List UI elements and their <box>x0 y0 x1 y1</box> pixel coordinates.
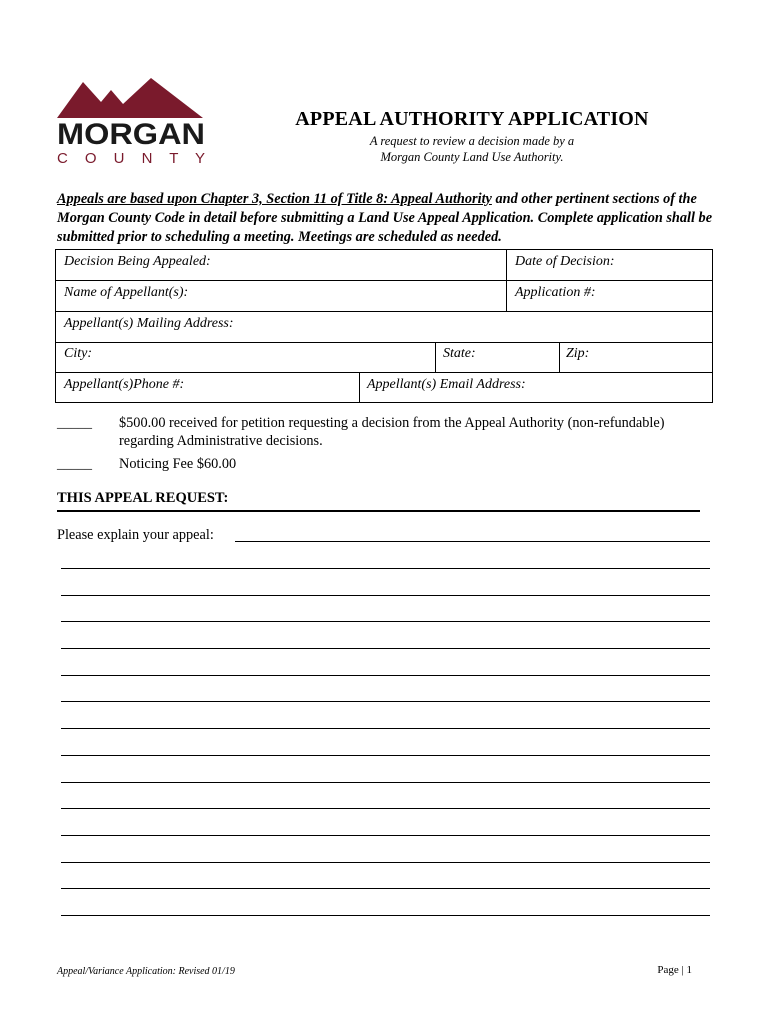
applicant-info-form <box>55 249 713 403</box>
noticing-fee-text: Noticing Fee $60.00 <box>119 456 237 472</box>
explanation-line[interactable] <box>61 888 710 889</box>
explanation-line[interactable] <box>61 862 710 863</box>
email-field[interactable]: Appellant(s) Email Address: <box>367 377 526 392</box>
mountain-logo-icon <box>55 74 207 166</box>
explanation-line[interactable] <box>61 728 710 729</box>
section-heading: THIS APPEAL REQUEST: <box>57 490 229 506</box>
fee-checkbox-blank[interactable]: _____ <box>57 416 92 431</box>
explanation-line[interactable] <box>61 568 710 569</box>
svg-text:MORGAN: MORGAN <box>57 118 205 151</box>
appellant-name-field[interactable]: Name of Appellant(s): <box>64 285 189 300</box>
phone-field[interactable]: Appellant(s)Phone #: <box>64 377 185 392</box>
explain-appeal-label: Please explain your appeal: <box>57 527 214 543</box>
explanation-line[interactable] <box>61 595 710 596</box>
footer-revision: Appeal/Variance Application: Revised 01/19 <box>57 966 235 977</box>
fee-500-text: $500.00 received for petition requesting a decision from the Appeal Authority (non-refundable) regarding Administrative decisions. <box>119 415 665 449</box>
explanation-line[interactable] <box>61 675 710 676</box>
explanation-line[interactable] <box>61 782 710 783</box>
explanation-line[interactable] <box>61 915 710 916</box>
svg-text:C O U N T Y: C O U N T Y <box>57 150 205 166</box>
state-field[interactable]: State: <box>443 346 476 361</box>
explanation-line[interactable] <box>61 621 710 622</box>
intro-paragraph <box>57 190 717 247</box>
code-reference-link[interactable]: Appeals are based upon Chapter 3, Section 11 of Title 8: Appeal Authority <box>57 191 492 207</box>
explanation-line[interactable] <box>61 701 710 702</box>
subtitle-line-2: Morgan County Land Use Authority. <box>380 150 564 164</box>
city-field[interactable]: City: <box>64 346 92 361</box>
explanation-line[interactable] <box>61 648 710 649</box>
explanation-line[interactable] <box>61 835 710 836</box>
explanation-line[interactable] <box>61 755 710 756</box>
page-number: Page | 1 <box>657 964 692 976</box>
explanation-line[interactable] <box>235 541 710 542</box>
section-divider <box>57 510 700 512</box>
subtitle-line-1: A request to review a decision made by a <box>369 134 575 148</box>
page-subtitle <box>250 133 694 165</box>
intro-text: and other pertinent sections of the Morgan County Code in detail before submitting a Land Use Appeal Application. Complete application shall be submitted prior to scheduling a meeting. Meetings are scheduled as needed. <box>57 191 713 245</box>
decision-being-appealed-field[interactable]: Decision Being Appealed: <box>64 254 211 269</box>
page-title: APPEAL AUTHORITY APPLICATION <box>295 108 649 130</box>
application-number-field[interactable]: Application #: <box>515 285 596 300</box>
fee-checkbox-blank[interactable]: _____ <box>57 457 92 472</box>
morgan-county-logo <box>55 74 207 166</box>
explanation-line[interactable] <box>61 808 710 809</box>
zip-field[interactable]: Zip: <box>566 346 590 361</box>
date-of-decision-field[interactable]: Date of Decision: <box>515 254 615 269</box>
mailing-address-field[interactable]: Appellant(s) Mailing Address: <box>64 316 234 331</box>
